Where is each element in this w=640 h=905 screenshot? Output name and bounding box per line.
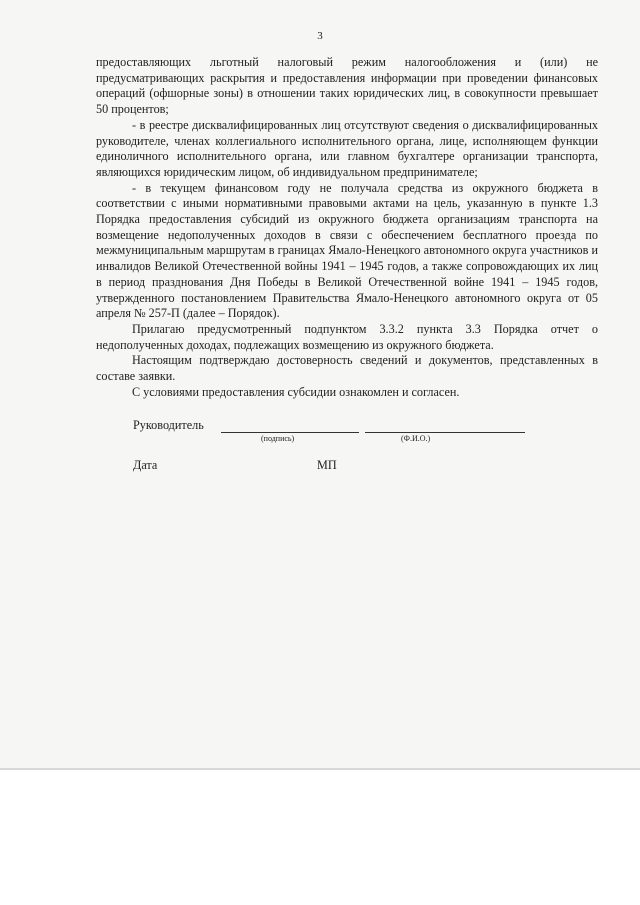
signature-caption: (подпись) (261, 434, 295, 443)
paragraph-report-attachment: Прилагаю предусмотренный подпунктом 3.3.2 пункта 3.3 Порядка отчет о недополученных доходах, подлежащих возмещению из окружного бюджета. (96, 321, 598, 352)
signature-label: Руководитель (133, 418, 204, 432)
paragraph-offshore: предоставляющих льготный налоговый режим налогообложения и (или) не предусматривающих раскрытия и предоставления информации при проведении финансовых операций (офшорные зоны) в отношении таких юридических лиц, в совокупности превышает 50 процентов; (96, 55, 598, 117)
date-label: Дата (133, 458, 158, 472)
paragraph-disqualified-registry: - в реестре дисквалифицированных лиц отсутствуют сведения о дисквалифицированных руководителе, членах коллегиального исполнительного органа, лице, исполняющем функции единоличного исполнительного органа, или главном бухгалтере организации транспорта, являющихся юридическим лицом, об индивидуальном предпринимателе; (96, 117, 598, 179)
paragraph-budget-funds: - в текущем финансовом году не получала средства из окружного бюджета в соответствии с иными нормативными правовыми актами на цель, указанную в пункте 1.3 Порядка предоставления субсидий из окружного бюджета организациям транспорта на возмещение недополученных доходов в связи с обеспечением бесплатного проезда по межмуниципальным маршрутам в границах Ямало-Ненецкого автономного округа участников и инвалидов Великой Отечественной войны 1941 – 1945 годов, а также сопровождающих их лиц в период празднования Дня Победы в Великой Отечественной войне 1941 – 1945 годов, утвержденного постановлением Правительства Ямало-Ненецкого автономного округа от 05 апреля № 257-П (далее – Порядок). (96, 180, 598, 321)
paragraph-agreement: С условиями предоставления субсидии ознакомлен и согласен. (132, 384, 460, 399)
page-number: 3 (317, 30, 323, 42)
full-name-caption: (Ф.И.О.) (401, 434, 431, 443)
paragraph-confirmation: Настоящим подтверждаю достоверность сведений и документов, представленных в составе заявки. (96, 353, 598, 384)
signature-block (133, 418, 573, 448)
stamp-label: МП (317, 458, 337, 472)
full-name-line (365, 432, 525, 433)
signature-line (221, 432, 359, 433)
scan-edge-divider (0, 768, 640, 770)
document-body (96, 55, 598, 400)
